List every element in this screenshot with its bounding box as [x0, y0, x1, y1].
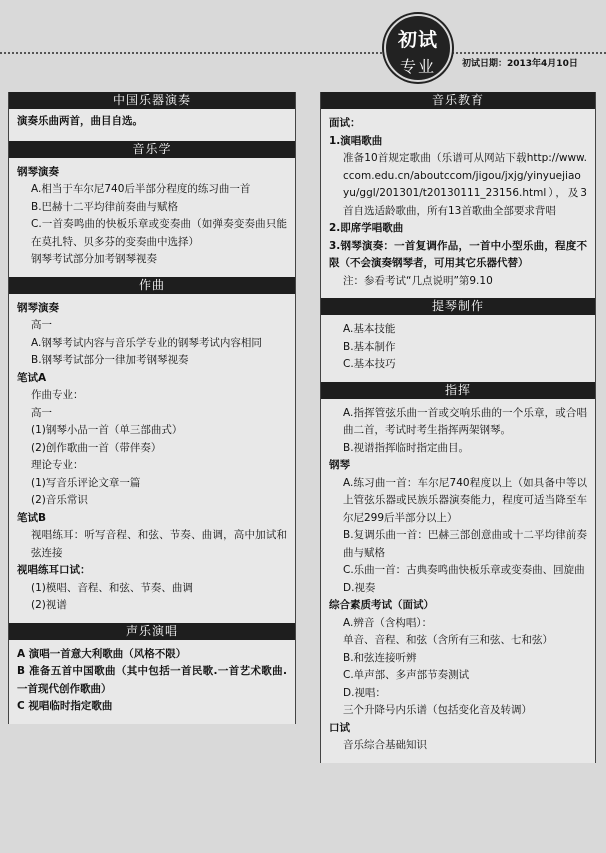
text-line: C.单声部、多声部节奏测试 — [343, 669, 470, 681]
text-line: A.辨音（含构唱）： — [343, 616, 433, 629]
text-line: C.一首奏鸣曲的快板乐章或变奏曲（如弹奏变奏曲只能在莫扎特、贝多芬的变奏曲中选择） — [31, 218, 287, 248]
text-line: 钢琴演奏 — [17, 301, 59, 314]
text-line: 笔试A — [17, 371, 47, 384]
text-line: 音乐综合基础知识 — [343, 739, 427, 751]
text-line: C.乐曲一首：古典奏鸣曲快板乐章或变奏曲、回旋曲 — [343, 564, 585, 576]
section-music-education — [320, 92, 596, 298]
text-line: 演奏乐曲两首，曲目自选。 — [17, 115, 143, 127]
section-title: 作曲 — [9, 277, 295, 294]
text-line: B.视谱指挥临时指定曲目。 — [343, 441, 470, 454]
text-line: 作曲专业： — [31, 389, 84, 401]
text-line: (2)创作歌曲一首（带伴奏） — [31, 441, 162, 454]
text-line: (2)视谱 — [31, 599, 67, 611]
text-line: 口试 — [329, 721, 350, 734]
text-line: 1.演唱歌曲 — [329, 134, 383, 147]
text-line: (1)写音乐评论文章一篇 — [31, 476, 141, 489]
section-violin-making — [320, 298, 596, 382]
section-title: 指挥 — [321, 382, 595, 399]
section-title: 声乐演唱 — [9, 623, 295, 640]
text-line: D.视唱： — [343, 686, 386, 699]
section-musicology — [8, 141, 296, 277]
text-line: B.巴赫十二平均律前奏曲与赋格 — [31, 200, 179, 213]
text-line: B.钢琴考试部分一律加考钢琴视奏 — [31, 354, 189, 366]
text-line: C 视唱临时指定歌曲 — [17, 700, 113, 712]
stage-badge — [384, 14, 452, 82]
text-line: 2.即席学唱歌曲 — [329, 222, 404, 234]
left-column — [8, 92, 296, 724]
text-line: 高一 — [31, 319, 52, 331]
text-line: 面试： — [329, 117, 361, 129]
text-line: 高一 — [31, 406, 52, 419]
text-line: (1)钢琴小品一首（单三部曲式） — [31, 424, 183, 436]
section-title: 音乐学 — [9, 141, 295, 158]
section-chinese-instruments — [8, 92, 296, 141]
text-line: 准备10首规定歌曲（乐谱可从网站下载http://www.ccom.edu.cn/aboutccom/jigou/jxjg/yinyuejiaoyu/ggl/201301/t20130111_23156.html），及3首自选适龄歌曲，所有13首歌曲全部要求背唱 — [343, 152, 587, 217]
text-line: D.视奏 — [343, 581, 376, 594]
text-line: C.基本技巧 — [343, 358, 396, 370]
text-line: 三个升降号内乐谱（包括变化音及转调） — [343, 704, 532, 716]
text-line: 视唱练耳：听写音程、和弦、节奏、曲调，高中加试和弦连接 — [31, 529, 287, 559]
text-line: (2)音乐常识 — [31, 494, 88, 506]
section-title: 中国乐器演奏 — [9, 92, 295, 109]
dotted-divider — [0, 52, 606, 54]
text-line: A.练习曲一首：车尔尼740程度以上（如具备中等以上管弦乐器或民族乐器演奏能力，程度可适当降至车尔尼299后半部分以上） — [343, 476, 587, 524]
text-line: B.和弦连接听辨 — [343, 651, 417, 664]
text-line: (1)模唱、音程、和弦、节奏、曲调 — [31, 581, 193, 594]
text-line: 钢琴考试部分加考钢琴视奏 — [31, 253, 157, 265]
text-line: 单音、音程、和弦（含所有三和弦、七和弦） — [343, 634, 553, 646]
text-line: A 演唱一首意大利歌曲（风格不限） — [17, 647, 187, 660]
text-line: B 准备五首中国歌曲（其中包括一首民歌.一首艺术歌曲.一首现代创作歌曲） — [17, 665, 287, 695]
exam-date: 初试日期：2013年4月10日 — [462, 59, 578, 69]
text-line: A.相当于车尔尼740后半部分程度的练习曲一首 — [31, 183, 251, 195]
text-line: B.复调乐曲一首：巴赫三部创意曲或十二平均律前奏曲与赋格 — [343, 529, 587, 559]
text-line: 笔试B — [17, 511, 47, 524]
badge-title: 初试 — [397, 29, 438, 51]
text-line: 钢琴演奏 — [17, 165, 59, 178]
section-title: 音乐教育 — [321, 92, 595, 109]
text-line: A.基本技能 — [343, 323, 396, 335]
section-vocal — [8, 623, 296, 724]
text-line: 综合素质考试（面试） — [329, 599, 434, 611]
text-line: 注：参看考试“几点说明”第9.10 — [343, 274, 493, 287]
text-line: 理论专业： — [31, 459, 84, 471]
right-column — [320, 92, 596, 763]
text-line: A.指挥管弦乐曲一首或交响乐曲的一个乐章，或合唱曲二首，考试时考生指挥两架钢琴。 — [343, 406, 587, 436]
text-line: 视唱练耳口试： — [17, 564, 91, 576]
section-title: 提琴制作 — [321, 298, 595, 315]
text-line: 3.钢琴演奏：一首复调作品，一首中小型乐曲，程度不限（不会演奏钢琴者，可用其它乐器代替） — [329, 239, 587, 269]
text-line: A.钢琴考试内容与音乐学专业的钢琴考试内容相同 — [31, 336, 262, 349]
badge-subtitle: 专业 — [399, 57, 436, 76]
text-line: B.基本制作 — [343, 340, 396, 353]
section-composition — [8, 277, 296, 623]
text-line: 钢琴 — [329, 459, 350, 471]
section-conducting — [320, 382, 596, 763]
